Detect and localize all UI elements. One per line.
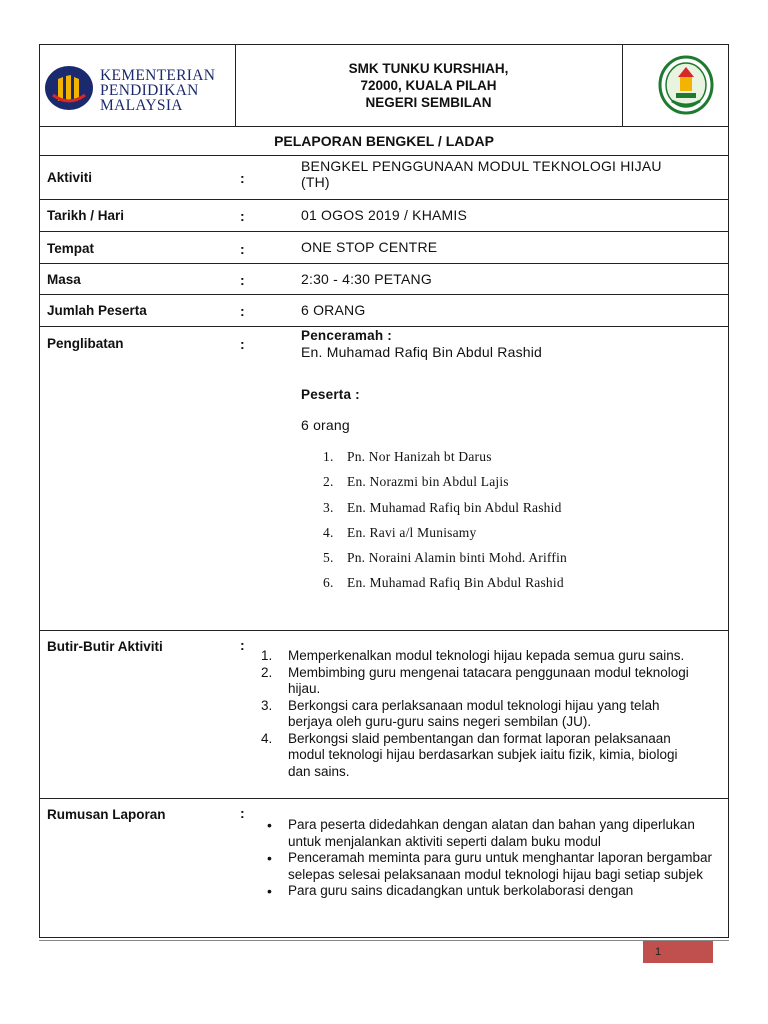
row-masa bbox=[40, 264, 728, 295]
page-number: 1 bbox=[643, 941, 713, 963]
participant-number: 2. bbox=[323, 474, 334, 490]
participant-name: En. Ravi a/l Munisamy bbox=[347, 524, 477, 540]
participant-item bbox=[323, 575, 567, 600]
school-crest-cell bbox=[623, 45, 728, 126]
colon-tempat: : bbox=[240, 241, 245, 257]
row-aktiviti bbox=[40, 156, 728, 200]
participant-number: 1. bbox=[323, 449, 334, 464]
butir-number: 3. bbox=[261, 697, 273, 713]
value-jumlah: 6 ORANG bbox=[301, 302, 366, 318]
butir-number: 4. bbox=[261, 730, 273, 746]
butir-item bbox=[261, 665, 701, 698]
school-city: 72000, KUALA PILAH bbox=[360, 78, 497, 93]
butir-number: 2. bbox=[261, 664, 273, 680]
participant-list bbox=[301, 449, 567, 601]
butir-text: Berkongsi slaid pembentangan dan format laporan pelaksanaan modul teknologi hijau berdasarkan subjek iaitu fizik, kimia, biologi dan sains. bbox=[288, 730, 678, 779]
value-penglibatan bbox=[301, 327, 567, 601]
label-tempat: Tempat bbox=[47, 241, 95, 256]
participant-item bbox=[323, 474, 567, 499]
report-title: PELAPORAN BENGKEL / LADAP bbox=[40, 127, 728, 156]
participant-name: En. Norazmi bin Abdul Lajis bbox=[347, 474, 509, 490]
rumusan-list bbox=[261, 817, 716, 900]
participant-item bbox=[323, 525, 567, 550]
participant-name: Pn. Noraini Alamin binti Mohd. Ariffin bbox=[347, 550, 567, 566]
participant-item bbox=[323, 500, 567, 525]
label-tarikh: Tarikh / Hari bbox=[47, 208, 125, 223]
butir-item bbox=[261, 698, 701, 731]
participant-item bbox=[323, 550, 567, 575]
header-row bbox=[40, 45, 728, 127]
row-tarikh bbox=[40, 200, 728, 232]
row-rumusan bbox=[40, 799, 728, 938]
peserta-count: 6 orang bbox=[301, 417, 350, 433]
butir-number: 1. bbox=[261, 648, 273, 663]
butir-item bbox=[261, 648, 701, 665]
colon-jumlah: : bbox=[240, 303, 245, 319]
report-frame bbox=[39, 44, 729, 938]
school-state: NEGERI SEMBILAN bbox=[365, 95, 492, 110]
label-butir: Butir-Butir Aktiviti bbox=[47, 639, 163, 654]
butir-item bbox=[261, 731, 701, 781]
participant-item bbox=[323, 449, 567, 474]
rumusan-item: • Para peserta didedahkan dengan alatan dan bahan yang diperlukan untuk menjalankan aktiviti seperti dalam buku modul bbox=[261, 817, 716, 850]
colon-masa: : bbox=[240, 272, 245, 288]
colon-butir: : bbox=[240, 637, 245, 653]
row-penglibatan bbox=[40, 327, 728, 631]
ministry-name bbox=[100, 68, 215, 113]
penceramah-name: En. Muhamad Rafiq Bin Abdul Rashid bbox=[301, 344, 543, 360]
participant-name: Pn. Nor Hanizah bt Darus bbox=[347, 449, 492, 464]
school-name: SMK TUNKU KURSHIAH, bbox=[348, 61, 509, 76]
value-masa: 2:30 - 4:30 PETANG bbox=[301, 271, 432, 287]
peserta-heading: Peserta : bbox=[301, 387, 360, 402]
value-aktiviti bbox=[301, 158, 662, 190]
participant-number: 3. bbox=[323, 499, 334, 515]
rumusan-item: • Para guru sains dicadangkan untuk berkolaborasi dengan bbox=[261, 883, 716, 900]
ministry-logo-cell bbox=[40, 45, 236, 126]
penceramah-heading: Penceramah : bbox=[301, 328, 392, 343]
participant-name: En. Muhamad Rafiq Bin Abdul Rashid bbox=[347, 575, 564, 591]
colon-penglibatan: : bbox=[240, 336, 245, 352]
participant-name: En. Muhamad Rafiq bin Abdul Rashid bbox=[347, 499, 562, 515]
colon-aktiviti: : bbox=[240, 170, 245, 186]
ministry-logo-icon bbox=[44, 65, 94, 111]
label-masa: Masa bbox=[47, 272, 81, 287]
row-tempat bbox=[40, 232, 728, 264]
butir-text: Berkongsi cara perlaksanaan modul teknologi hijau yang telah berjaya oleh guru-guru sains negeri sembilan (JU). bbox=[288, 697, 660, 729]
colon-tarikh: : bbox=[240, 208, 245, 224]
rumusan-item: • Penceramah meminta para guru untuk menghantar laporan bergambar selepas selesai pelaksanaan modul teknologi hijau bagi setiap subjek bbox=[261, 850, 716, 883]
butir-text: Memperkenalkan modul teknologi hijau kepada semua guru sains. bbox=[288, 648, 685, 663]
value-tempat: ONE STOP CENTRE bbox=[301, 239, 438, 255]
butir-list bbox=[261, 648, 701, 780]
participant-number: 5. bbox=[323, 550, 334, 566]
value-aktiviti-line2: (TH) bbox=[301, 174, 330, 190]
label-rumusan: Rumusan Laporan bbox=[47, 807, 166, 822]
value-tarikh: 01 OGOS 2019 / KHAMIS bbox=[301, 207, 468, 223]
value-aktiviti-line1: BENGKEL PENGGUNAAN MODUL TEKNOLOGI HIJAU bbox=[301, 158, 662, 174]
label-penglibatan: Penglibatan bbox=[47, 336, 124, 351]
school-address bbox=[235, 45, 623, 126]
label-aktiviti: Aktiviti bbox=[47, 170, 93, 185]
label-jumlah: Jumlah Peserta bbox=[47, 303, 147, 318]
butir-text: Membimbing guru mengenai tatacara penggunaan modul teknologi hijau. bbox=[288, 664, 689, 696]
footer-divider bbox=[39, 940, 729, 941]
participant-number: 6. bbox=[323, 575, 334, 591]
participant-number: 4. bbox=[323, 524, 334, 540]
ministry-line-2: PENDIDIKAN bbox=[100, 82, 199, 99]
row-jumlah bbox=[40, 295, 728, 327]
school-crest-icon bbox=[658, 55, 714, 115]
row-butir bbox=[40, 631, 728, 799]
ministry-line-3: MALAYSIA bbox=[100, 97, 183, 114]
colon-rumusan: : bbox=[240, 805, 245, 821]
ministry-line-1: KEMENTERIAN bbox=[100, 67, 216, 84]
